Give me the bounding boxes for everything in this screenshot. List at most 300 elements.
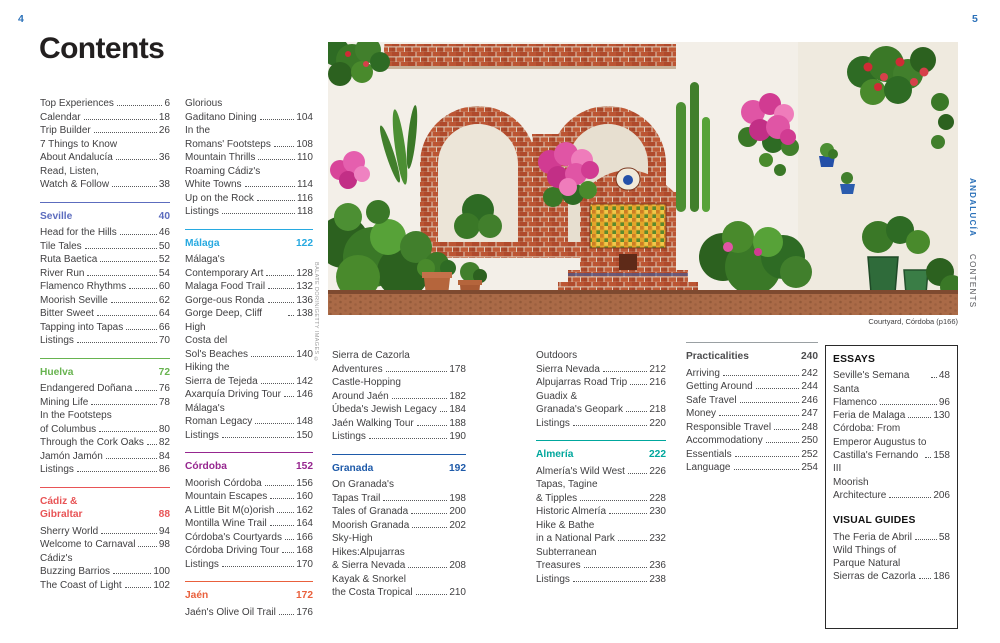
toc-entry-line: Hikes:Alpujarras [332, 546, 405, 558]
toc-label: Roman Legacy [185, 416, 253, 427]
toc-entry-row [185, 558, 313, 572]
toc-entry-line: Hike & Bathe [536, 519, 595, 531]
toc-section [833, 353, 950, 502]
dot-leader [222, 437, 294, 438]
toc-entry-line: Castle-Hopping [332, 377, 401, 388]
toc-entry-line: Subterranean [536, 546, 597, 558]
toc-entry-row [332, 403, 466, 417]
toc-page-number: 96 [938, 396, 950, 408]
toc-entry [185, 334, 313, 361]
toc-entry-row [40, 226, 170, 240]
section-header [185, 589, 313, 603]
toc-page-number: 80 [158, 423, 170, 435]
dot-leader [116, 159, 157, 160]
toc-page-number: 114 [297, 179, 313, 190]
dot-leader [84, 119, 157, 120]
toc-entry [686, 394, 818, 408]
section-header [40, 366, 170, 380]
toc-entry-line: Hiking the [185, 362, 230, 373]
toc-page-number: 236 [649, 560, 666, 571]
toc-label: Arriving [686, 367, 720, 379]
toc-entry-row [833, 531, 950, 544]
toc-entry-row [332, 492, 466, 506]
toc-entry [185, 294, 313, 308]
section-header [332, 462, 466, 476]
toc-entry-line: 7 Things to Know [40, 138, 118, 150]
toc-label: Listings [185, 206, 219, 217]
dot-leader [77, 471, 157, 472]
toc-entry [332, 573, 466, 600]
toc-entry [40, 334, 170, 348]
toc-entry [185, 429, 313, 443]
toc-label: Gaditano Dining [185, 111, 257, 123]
dot-leader [222, 213, 295, 214]
toc-label: Welcome to Carnaval [40, 539, 136, 550]
toc-label: Gorge-ous Ronda [185, 294, 265, 306]
toc-page-number: 78 [158, 396, 170, 408]
box-section-title: ESSAYS [833, 354, 876, 365]
toc-section-header-row [40, 366, 170, 380]
section-rule [185, 229, 313, 230]
section-header [536, 448, 666, 462]
toc-entry [40, 525, 170, 539]
dot-leader [603, 371, 647, 372]
toc-page-number: 50 [158, 240, 170, 252]
dot-leader [255, 423, 294, 424]
toc-entry-line: Parque Natural [833, 558, 901, 570]
toc-entry [332, 376, 466, 403]
dot-leader [284, 396, 294, 397]
courtyard-photo-svg [328, 42, 958, 315]
toc-page-number: 110 [297, 152, 313, 163]
toc-entry [332, 519, 466, 533]
toc-page-number: 192 [449, 462, 466, 474]
toc-entry-row [40, 525, 170, 539]
toc-page-number: 40 [158, 210, 170, 222]
toc-page-number: 164 [296, 518, 313, 529]
toc-label: Sherry World [40, 525, 99, 537]
toc-entry-row [686, 461, 818, 475]
dot-leader [270, 525, 295, 526]
toc-section-header-row [185, 589, 313, 603]
toc-label: Alpujarras Road Trip [536, 377, 628, 388]
section-rule [185, 581, 313, 582]
toc-page-number: 54 [158, 267, 170, 279]
toc-page-number: 178 [449, 363, 466, 375]
toc-page-number: 248 [801, 421, 818, 433]
toc-entry [833, 369, 950, 396]
dot-leader [889, 497, 931, 498]
toc-page-number: 247 [801, 408, 818, 419]
toc-entry-line: Outdoors [536, 350, 578, 361]
toc-entry [833, 409, 950, 422]
toc-label: Córdoba's Courtyards [185, 531, 282, 543]
dot-leader [609, 513, 647, 514]
toc-entry-line: Roaming Cádiz's [185, 165, 261, 177]
toc-label: Bitter Sweet [40, 308, 94, 319]
dot-leader [268, 288, 294, 289]
toc-label: About Andalucía [40, 152, 113, 163]
toc-page-number: 210 [449, 587, 466, 598]
toc-label: Listings [40, 464, 74, 475]
toc-entry [536, 376, 666, 390]
toc-label: Listings [40, 335, 74, 346]
toc-entry [40, 436, 170, 450]
toc-section-header-row [185, 237, 313, 251]
toc-label: Montilla Wine Trail [185, 518, 267, 529]
dot-leader [125, 587, 152, 588]
dot-leader [740, 402, 800, 403]
toc-entry-row [686, 380, 818, 394]
toc-page-number: 36 [158, 152, 170, 163]
toc-page-number: 86 [158, 464, 170, 475]
toc-entry [40, 450, 170, 464]
toc-page-number: 116 [297, 192, 313, 204]
toc-section-header-row [185, 460, 313, 474]
toc-label: Almería [536, 449, 574, 460]
toc-section [833, 514, 950, 583]
dot-leader [411, 513, 447, 514]
toc-label: Essentials [686, 448, 732, 460]
toc-label: Malaga Food Trail [185, 281, 266, 292]
toc-entry [833, 396, 950, 409]
toc-entry [40, 396, 170, 410]
toc-entry [40, 538, 170, 552]
courtyard-photo [328, 42, 958, 315]
toc-page-number: 152 [296, 461, 313, 472]
toc-entry [185, 517, 313, 531]
toc-label: Málaga [185, 237, 220, 249]
toc-page-number: 158 [933, 450, 950, 462]
toc-entry-row [833, 369, 950, 396]
dot-leader [618, 540, 647, 541]
dot-leader [392, 398, 448, 399]
toc-label: Almería's Wild West [536, 465, 625, 477]
toc-entry [686, 380, 818, 394]
dot-leader [440, 411, 448, 412]
toc-entry-line: Córdoba: From [833, 423, 901, 435]
toc-page-number: 138 [296, 308, 313, 319]
toc-page-number: 226 [649, 465, 666, 477]
toc-section [185, 581, 313, 619]
toc-entry-row [332, 559, 466, 573]
toc-entry-row [185, 138, 313, 152]
toc-page-number: 198 [449, 492, 466, 504]
dot-leader [138, 546, 156, 547]
toc-label: & Sierra Nevada [332, 560, 406, 571]
toc-label: Listings [185, 558, 219, 570]
toc-entry-row [536, 417, 666, 431]
toc-section [185, 452, 313, 571]
toc-entry [185, 205, 313, 219]
toc-page-number: 132 [296, 281, 313, 292]
toc-entry-row [185, 415, 313, 429]
toc-entry-row [833, 489, 950, 502]
toc-entry-line: Read, Listen, [40, 165, 99, 177]
toc-entry [185, 253, 313, 280]
toc-page-number: 118 [297, 206, 313, 217]
page-title: Contents [39, 32, 165, 65]
toc-entry-row [536, 559, 666, 573]
dot-leader [257, 200, 295, 201]
toc-entry [40, 97, 170, 111]
toc-page-number: 150 [296, 429, 313, 441]
toc-entry [185, 151, 313, 165]
toc-label: Responsible Travel [686, 421, 772, 433]
toc-page-number: 182 [449, 390, 466, 402]
dot-leader [111, 302, 157, 303]
toc-page-number: 246 [801, 394, 818, 406]
spine-section-title: CONTENTS [968, 253, 977, 309]
toc-entry-row [185, 348, 313, 362]
toc-entry [833, 476, 950, 503]
dot-leader [931, 377, 937, 378]
toc-entry-row [686, 394, 818, 408]
toc-entry-line: Costa del [185, 335, 228, 346]
toc-entry-row [536, 376, 666, 390]
toc-entry-row [536, 492, 666, 506]
toc-page-number: 200 [449, 506, 466, 517]
toc-entry [686, 434, 818, 448]
toc-entry [185, 402, 313, 429]
toc-entry-row [536, 573, 666, 587]
toc-label: A Little Bit M(o)orish [185, 504, 275, 516]
toc-label: Buzzing Barrios [40, 566, 111, 577]
dot-leader [584, 567, 648, 568]
toc-page-number: 18 [158, 111, 170, 123]
toc-label: Jaén [185, 590, 209, 601]
toc-label: Endangered Doñana [40, 383, 133, 394]
dot-leader [87, 275, 156, 276]
toc-page-number: 72 [158, 366, 170, 378]
toc-entry [40, 579, 170, 593]
toc-entry [686, 448, 818, 462]
toc-label: Tapas Trail [332, 492, 381, 504]
toc-page-number: 206 [933, 489, 950, 501]
box-section-title: VISUAL GUIDES [833, 515, 916, 527]
dot-leader [135, 390, 157, 391]
dot-leader [919, 578, 932, 579]
toc-label: of Columbus [40, 423, 97, 435]
toc-section [185, 229, 313, 443]
toc-label: Ruta Baetica [40, 254, 98, 265]
dot-leader [908, 417, 931, 418]
toc-entry-row [40, 382, 170, 396]
toc-entry-row [833, 449, 950, 476]
toc-entry-row [185, 205, 313, 219]
toc-entry [332, 349, 466, 376]
toc-entry-line: Moorish [833, 476, 869, 488]
toc-entry-row [40, 97, 170, 111]
toc-entry-row [185, 307, 313, 334]
toc-entry-row [185, 477, 313, 491]
toc-label: Sierra Nevada [536, 363, 600, 375]
toc-section-header-row [686, 350, 818, 364]
toc-entry [185, 544, 313, 558]
toc-entry-row [40, 267, 170, 281]
toc-entry-row [185, 517, 313, 531]
dot-leader [756, 388, 800, 389]
toc-entry-row [686, 434, 818, 448]
toc-section-header-row [536, 448, 666, 462]
toc-entry-row [332, 390, 466, 404]
toc-entry-line: Kayak & Snorkel [332, 573, 406, 585]
toc-entry [40, 280, 170, 294]
toc-entry [185, 558, 313, 572]
toc-label: Gibraltar [40, 509, 83, 520]
dot-leader [417, 425, 448, 426]
toc-entry [536, 546, 666, 573]
toc-entry-row [536, 403, 666, 417]
toc-label: Top Experiences [40, 98, 114, 109]
toc-label: Moorish Granada [332, 519, 410, 531]
toc-label: Up on the Rock [185, 192, 254, 204]
toc-page-number: 232 [649, 533, 666, 544]
toc-entry-row [185, 531, 313, 545]
toc-column-1 [40, 97, 170, 592]
toc-entry-row [185, 490, 313, 504]
toc-column-4 [536, 349, 666, 586]
toc-section-header-row [40, 210, 170, 224]
dot-leader [120, 234, 157, 235]
toc-entry-row [536, 363, 666, 377]
section-rule [40, 202, 170, 203]
dot-leader [99, 431, 157, 432]
dot-leader [412, 527, 447, 528]
toc-section [332, 454, 466, 600]
dot-leader [288, 315, 294, 316]
toc-page-number: 172 [296, 590, 313, 601]
toc-entry-row [536, 505, 666, 519]
toc-entry [185, 388, 313, 402]
toc-page-number: 168 [296, 545, 313, 556]
dot-leader [279, 614, 294, 615]
toc-entry-row [40, 178, 170, 192]
toc-page-number: 38 [158, 179, 170, 190]
toc-label: Flamenco [833, 396, 877, 408]
toc-page-number: 186 [933, 571, 950, 583]
section-header [185, 460, 313, 474]
dot-leader [100, 261, 157, 262]
toc-page-number: 84 [158, 450, 170, 462]
toc-entry-row [332, 519, 466, 533]
toc-entry [536, 573, 666, 587]
toc-entry-row [40, 463, 170, 477]
toc-label: Practicalities [686, 351, 749, 362]
toc-label: Córdoba Driving Tour [185, 545, 280, 556]
toc-page-number: 140 [296, 348, 313, 360]
toc-page-number: 254 [801, 462, 818, 473]
dot-leader [268, 302, 295, 303]
toc-entry-line: Tapas, Tagine [536, 479, 598, 490]
dot-leader [626, 411, 647, 412]
dot-leader [915, 539, 937, 540]
toc-page-number: 100 [153, 566, 170, 577]
section-rule [536, 440, 666, 441]
toc-section-header-row [40, 508, 170, 522]
toc-label: Getting Around [686, 381, 753, 392]
toc-entry-row [40, 423, 170, 437]
toc-label: Money [686, 408, 717, 419]
toc-section [40, 358, 170, 477]
toc-page-number: 242 [801, 367, 818, 379]
toc-section [332, 349, 466, 444]
toc-label: Castilla's Fernando III [833, 450, 919, 475]
dot-leader [735, 456, 800, 457]
toc-entry-row [833, 396, 950, 409]
toc-label: Huelva [40, 366, 74, 378]
toc-label: Granada's Geopark [536, 404, 623, 415]
toc-page-number: 156 [296, 477, 313, 489]
toc-label: Seville's Semana Santa [833, 370, 910, 395]
dot-leader [260, 119, 295, 120]
toc-label: Moorish Seville [40, 294, 108, 306]
toc-label: Through the Cork Oaks [40, 437, 144, 448]
toc-entry [185, 307, 313, 334]
toc-page-number: 26 [158, 125, 170, 136]
dot-leader [369, 438, 447, 439]
dot-leader [106, 458, 157, 459]
toc-page-number: 222 [649, 449, 666, 460]
toc-entry-row [40, 151, 170, 165]
toc-entry-row [332, 430, 466, 444]
spine-label [968, 178, 977, 308]
toc-label: Historic Almería [536, 506, 607, 517]
toc-page-number: 142 [296, 375, 313, 387]
toc-label: Axarquía Driving Tour [185, 389, 281, 400]
toc-entry [686, 461, 818, 475]
toc-entry [536, 349, 666, 376]
toc-page-number: 238 [649, 573, 666, 585]
toc-section [536, 440, 666, 586]
toc-entry [40, 382, 170, 396]
dot-leader [77, 342, 157, 343]
toc-entry [332, 505, 466, 519]
toc-entry-row [40, 321, 170, 335]
section-header [686, 350, 818, 364]
toc-page-number: 88 [158, 509, 170, 520]
dot-leader [270, 498, 294, 499]
dot-leader [258, 159, 295, 160]
toc-page-number: 102 [153, 579, 170, 591]
dot-leader [734, 469, 800, 470]
dot-leader [222, 566, 294, 567]
dot-leader [723, 375, 799, 376]
toc-page-number: 212 [649, 363, 666, 375]
toc-page-number: 122 [296, 237, 313, 249]
toc-label: Córdoba [185, 461, 227, 472]
toc-entry-row [185, 388, 313, 402]
toc-page-number: 220 [649, 417, 666, 429]
toc-entry-line: Sierra de Cazorla [332, 350, 410, 361]
dot-leader [97, 315, 157, 316]
toc-label: Safe Travel [686, 394, 737, 406]
toc-entry-line: Sky-High [332, 533, 373, 544]
dot-leader [274, 146, 294, 147]
toc-entry [833, 531, 950, 544]
toc-page-number: 148 [296, 416, 313, 427]
toc-entry-row [40, 240, 170, 254]
toc-label: Jaén's Olive Oil Trail [185, 606, 276, 618]
toc-label: Architecture [833, 489, 887, 501]
toc-entry [536, 390, 666, 417]
toc-entry [40, 409, 170, 436]
toc-label: Mountain Escapes [185, 491, 268, 502]
toc-entry-row [40, 334, 170, 348]
toc-page-number: 208 [449, 560, 466, 571]
toc-label: Sierra de Tejeda [185, 375, 258, 387]
toc-label: Tile Tales [40, 240, 82, 252]
